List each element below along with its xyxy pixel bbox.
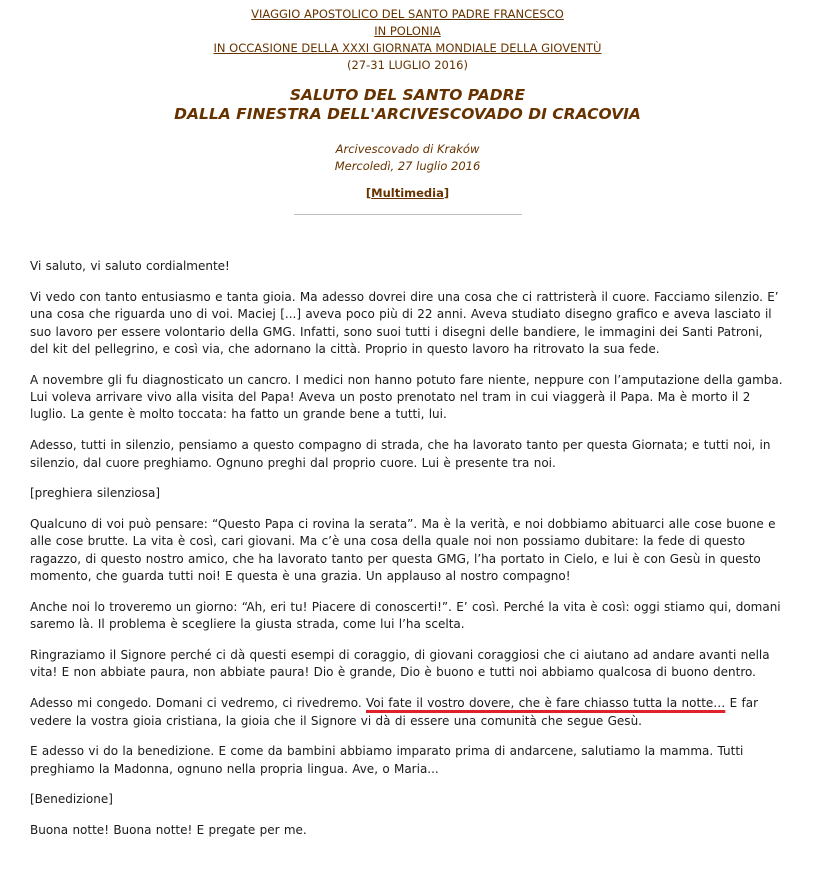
paragraph-12: Buona notte! Buona notte! E pregate per me. [30,823,307,838]
paragraph-2: Vi vedo con tanto entusiasmo e tanta gioia. Ma adesso dovrei dire una cosa che ci rattristerà il cuore. Facciamo silenzio. E’ una cosa che riguarda uno di voi. Maciej [...] aveva poco più di 22 anni. Aveva studiato disegno grafico e aveva lasciato il suo lavoro per essere volontario della GMG. Infatti, sono suoi tutti i disegni delle bandiere, le immagini dei Santi Patroni, del kit del pellegrino, e così via, che adornano la città. Proprio in questo lavoro ha ritrovato la sua fede. [30,289,779,356]
highlighted-sentence: Voi fate il vostro dovere, che è fare chiasso tutta la notte… [365,696,726,711]
paragraph-8: Ringraziamo il Signore perché ci dà questi esempi di coraggio, di giovani coraggiosi che ci aiutano ad andare avanti nella vita! E non abbiate paura, non abbiate paura! Dio è grande, Dio è buono e tutti noi abbiamo qualcosa di buono dentro. [30,647,770,680]
paragraph-10: E adesso vi do la benedizione. E come da bambini abbiamo imparato prima di andarcene, salutiamo la mamma. Tutti preghiamo la Madonna, ognuno nella propria lingua. Ave, o Maria... [30,744,744,776]
multimedia-link[interactable]: Multimedia [371,186,444,200]
paragraph-9-start: Adesso mi congedo. Domani ci vedremo, ci rivedremo. [30,696,366,711]
paragraph-5: [preghiera silenziosa] [30,486,161,501]
title-block [0,86,815,124]
header-dates: (27-31 LUGLIO 2016) [347,58,468,72]
header-occasion-link[interactable]: IN OCCASIONE DELLA XXXI GIORNATA MONDIALE DELLA GIOVENTÙ [213,41,602,55]
paragraph-3: A novembre gli fu diagnosticato un cancro. I medici non hanno potuto fare niente, neppure con l’amputazione della gamba. Lui voleva arrivare vivo alla visita del Papa! Aveva un posto prenotato nel tram in cui viaggerà il Papa. Ma è morto il 2 luglio. La gente è molto toccata: ha fatto un grande bene a tutti, lui. [30,372,783,422]
multimedia-bracket-close: ] [443,186,450,200]
divider [294,214,522,215]
place: Arcivescovado di Kraków [335,142,480,156]
page-title-line1: SALUTO DEL SANTO PADRE [289,86,526,104]
multimedia-bracket-open: [ [365,186,372,200]
header-country-link[interactable]: IN POLONIA [374,24,441,38]
place-date-block [0,141,815,175]
paragraph-6: Qualcuno di voi può pensare: “Questo Papa ci rovina la serata”. Ma è la verità, e noi dobbiamo abituarci alle cose buone e alle cose brutte. La vita è così, cari giovani. Ma c’è una cosa della quale noi non possiamo dubitare: la fede di questo ragazzo, di questo nostro amico, che ha lavorato tanto per questa GMG, l’ha portato in Cielo, e lui è con Gesù in questo momento, che guarda tutti noi! E questa è una grazia. Un applauso al nostro compagno! [30,516,776,584]
page-title-line2: DALLA FINESTRA DELL'ARCIVESCOVADO DI CRACOVIA [174,105,641,123]
paragraph-9 [30,695,785,730]
paragraph-4: Adesso, tutti in silenzio, pensiamo a questo compagno di strada, che ha lavorato tanto per questa Giornata; e tutti noi, in silenzio, dal cuore preghiamo. Ognuno preghi dal proprio cuore. Lui è presente tra noi. [30,438,771,470]
date: Mercoledì, 27 luglio 2016 [334,159,481,173]
header-trip-link[interactable]: VIAGGIO APOSTOLICO DEL SANTO PADRE FRANCESCO [251,7,564,21]
paragraph-11: [Benedizione] [30,792,113,807]
speech-body [30,258,785,853]
paragraph-9-end: E far vedere la vostra gioia cristiana, la gioia che il Signore vi dà di essere una comunità che segue Gesù. [30,696,759,728]
paragraph-1: Vi saluto, vi saluto cordialmente! [30,259,230,273]
multimedia-link-wrap [0,185,815,202]
paragraph-7: Anche noi lo troveremo un giorno: “Ah, eri tu! Piacere di conoscerti!”. E’ così. Perché la vita è così: oggi stiamo qui, domani saremo là. Il problema è scegliere la giusta strada, come lui l’ha scelta. [30,599,781,632]
document-header [0,6,815,215]
